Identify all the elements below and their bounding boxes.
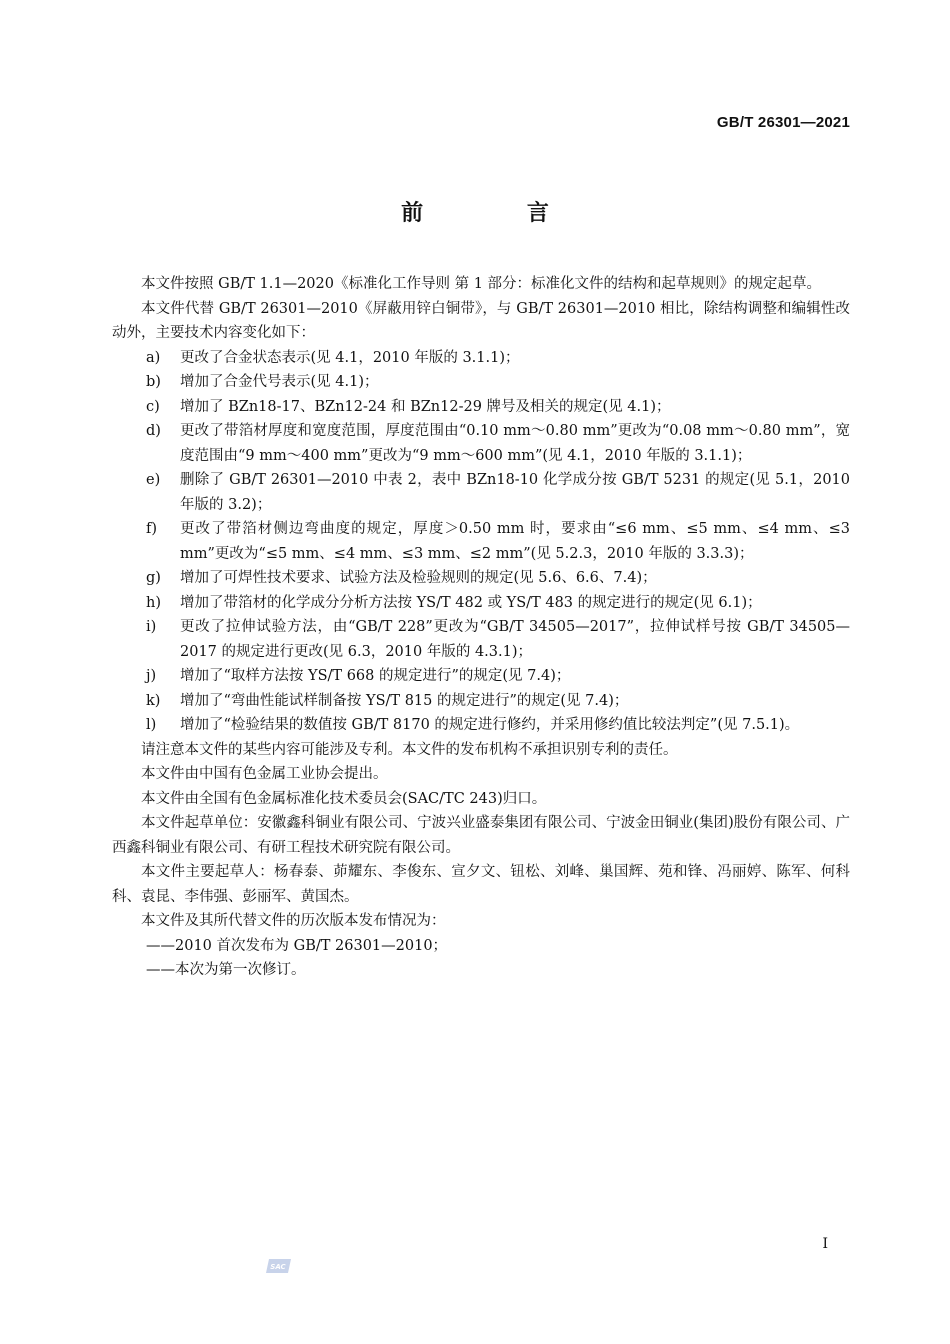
change-item: [146, 346, 850, 371]
change-label: j): [146, 668, 157, 684]
change-label: c): [146, 398, 160, 415]
paragraph: 本文件由中国有色金属工业协会提出。: [141, 766, 388, 782]
change-item: [146, 517, 850, 566]
change-label: i): [146, 619, 157, 635]
change-text: 增加了合金代号表示(见 4.1)；: [180, 374, 379, 390]
change-text: 删除了 GB/T 26301—2010 中表 2，表中 BZn18-10 化学成分按 GB/T 5231 的规定(见 5.1，2010 年版的 3.2)；: [180, 472, 850, 513]
change-label: e): [146, 472, 161, 488]
change-label: f): [146, 521, 158, 537]
paragraph: 本文件主要起草人：杨春泰、茆耀东、李俊东、宣夕文、钮松、刘峰、巢国辉、苑和锋、冯丽婷、陈军、何科科、袁昆、李伟强、彭丽军、黄国杰。: [112, 864, 850, 905]
change-item: [146, 395, 850, 420]
history-line: ——2010 首次发布为 GB/T 26301—2010；: [146, 937, 448, 954]
change-item: [146, 664, 850, 689]
change-item: [146, 591, 850, 616]
change-text: 增加了“取样方法按 YS/T 668 的规定进行”的规定(见 7.4)；: [180, 668, 571, 684]
change-text: 更改了合金状态表示(见 4.1，2010 年版的 3.1.1)；: [180, 349, 520, 366]
change-text: 更改了带箔材厚度和宽度范围，厚度范围由“0.10 mm～0.80 mm”更改为“0.08 mm～0.80 mm”，宽度范围由“9 mm～400 mm”更改为“9 mm～600 mm”(见 4.1，2010 年版的 3.1.1)；: [180, 423, 850, 464]
change-text: 增加了 BZn18-17、BZn12-24 和 BZn12-29 牌号及相关的规定(见 4.1)；: [180, 398, 671, 415]
change-text: 增加了带箔材的化学成分分析方法按 YS/T 482 或 YS/T 483 的规定进行的规定(见 6.1)；: [180, 594, 762, 611]
change-text: 更改了拉伸试验方法，由“GB/T 228”更改为“GB/T 34505—2017”，拉伸试样号按 GB/T 34505—2017 的规定进行更改(见 6.3，2010 年版的 4.3.1)；: [180, 619, 850, 660]
paragraph: 本文件由全国有色金属标准化技术委员会(SAC/TC 243)归口。: [141, 790, 547, 807]
standard-number: GB/T 26301—2021: [716, 114, 850, 131]
change-text: 增加了“检验结果的数值按 GB/T 8170 的规定进行修约，并采用修约值比较法判定”(见 7.5.1)。: [180, 717, 800, 733]
change-text: 增加了“弯曲性能试样制备按 YS/T 815 的规定进行”的规定(见 7.4)；: [180, 692, 629, 709]
change-item: [146, 370, 850, 395]
change-item: [146, 566, 850, 591]
change-item: [146, 419, 850, 468]
logo-text: SAC: [270, 1263, 286, 1271]
paragraph: 本文件按照 GB/T 1.1—2020《标准化工作导则 第 1 部分：标准化文件的结构和起草规则》的规定起草。: [141, 276, 822, 292]
page-number: I: [822, 1236, 828, 1252]
page-title: 前 言: [401, 201, 597, 226]
paragraph: 本文件代替 GB/T 26301—2010《屏蔽用锌白铜带》，与 GB/T 26301—2010 相比，除结构调整和编辑性改动外，主要技术内容变化如下：: [112, 300, 850, 341]
paragraph: 本文件起草单位：安徽鑫科铜业有限公司、宁波兴业盛泰集团有限公司、宁波金田铜业(集团)股份有限公司、广西鑫科铜业有限公司、有研工程技术研究院有限公司。: [112, 815, 850, 856]
change-text: 更改了带箔材侧边弯曲度的规定，厚度＞0.50 mm 时，要求由“≤6 mm、≤5 mm、≤4 mm、≤3 mm”更改为“≤5 mm、≤4 mm、≤3 mm、≤2 mm”(见 5.2.3，2010 年版的 3.3.3)；: [180, 521, 850, 562]
change-label: k): [146, 692, 161, 709]
change-label: d): [146, 423, 161, 439]
change-label: g): [146, 570, 161, 586]
change-item: [146, 713, 850, 738]
paragraph: 请注意本文件的某些内容可能涉及专利。本文件的发布机构不承担识别专利的责任。: [141, 741, 678, 758]
change-text: 增加了可焊性技术要求、试验方法及检验规则的规定(见 5.6、6.6、7.4)；: [180, 570, 657, 586]
document-body: [112, 272, 850, 983]
change-label: h): [146, 594, 161, 611]
change-item: [146, 689, 850, 714]
change-item: [146, 468, 850, 517]
paragraph: 本文件及其所代替文件的历次版本发布情况为：: [141, 913, 446, 929]
change-label: a): [146, 349, 161, 366]
history-line: ——本次为第一次修订。: [146, 962, 306, 978]
sac-logo-icon: [266, 1256, 294, 1276]
change-item: [146, 615, 850, 664]
change-label: l): [146, 717, 157, 733]
change-label: b): [146, 374, 161, 390]
